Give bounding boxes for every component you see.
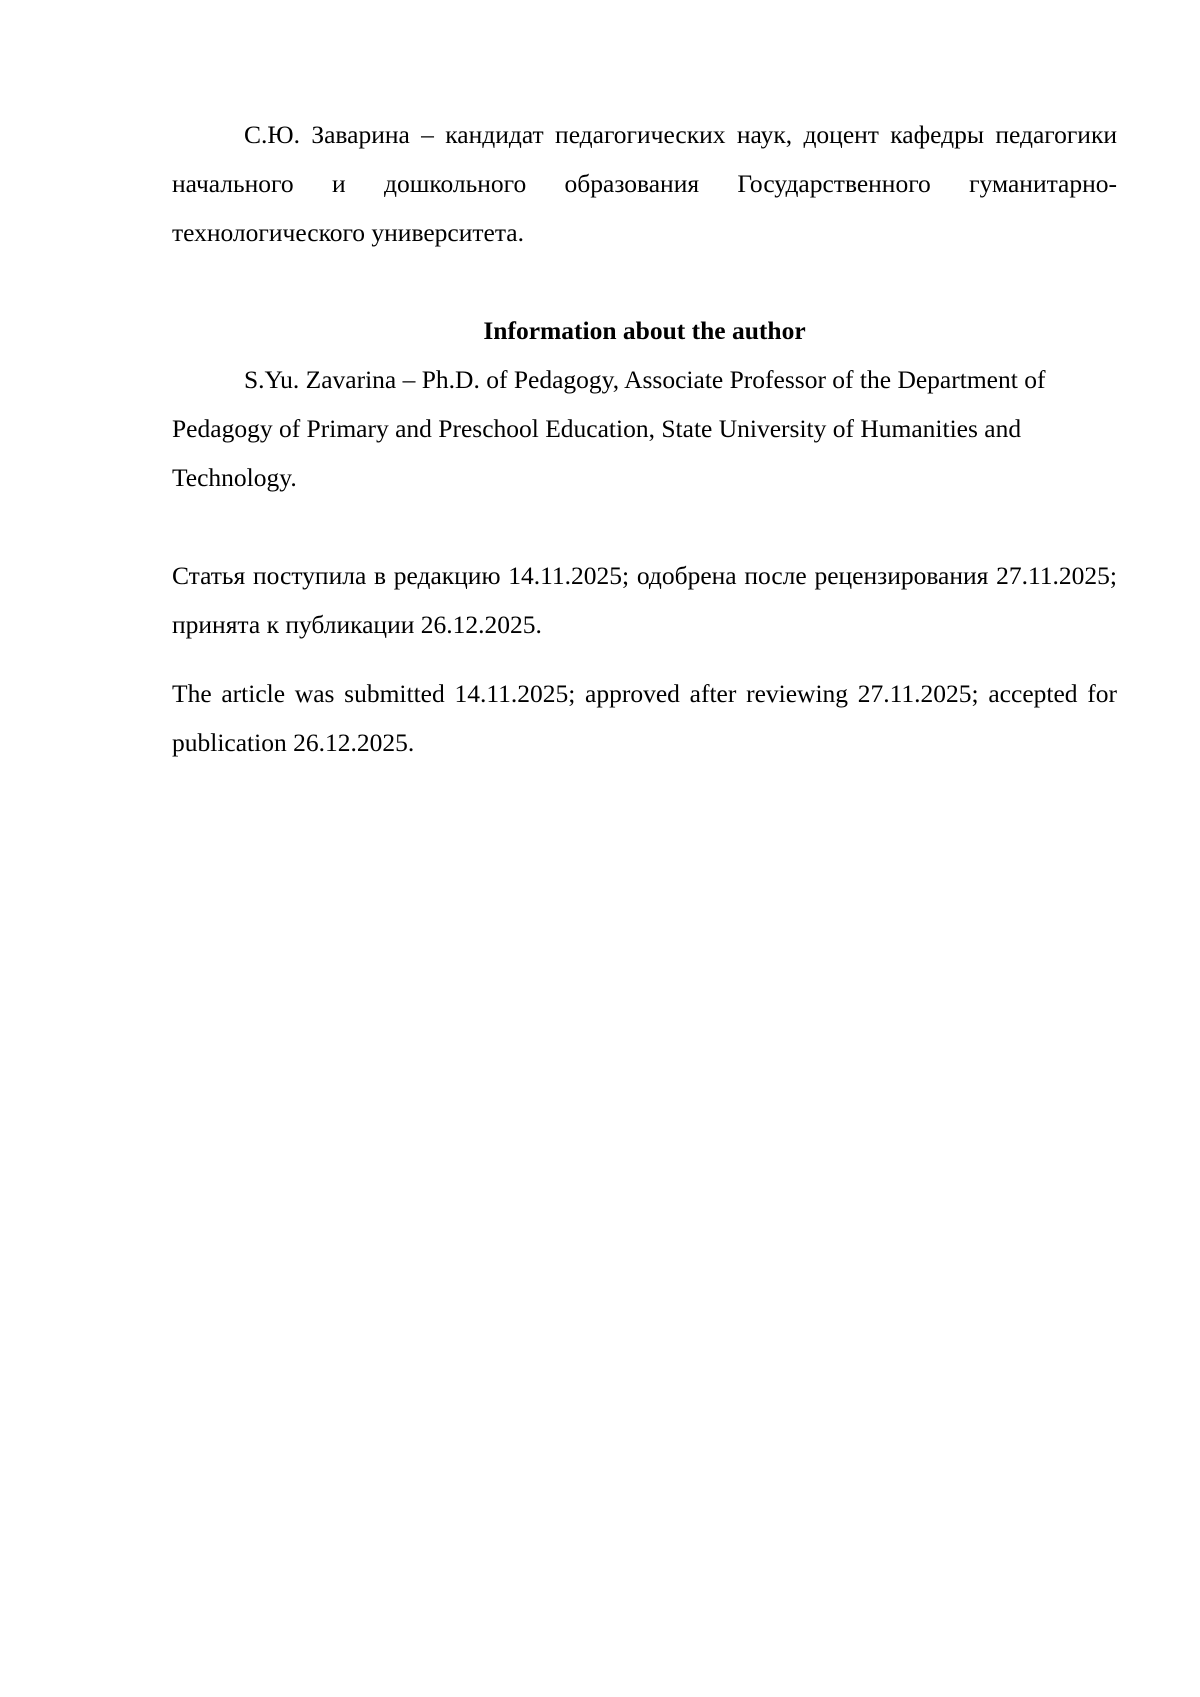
article-dates-ru: Статья поступила в редакцию 14.11.2025; одобрена после рецензирования 27.11.2025; принята к публикации 26.12.2025. <box>172 561 1117 639</box>
author-info-en: S.Yu. Zavarina – Ph.D. of Pedagogy, Associate Professor of the Department of Pedagogy of Primary and Preschool Education, State University of Humanities and Technology. <box>172 365 1046 492</box>
author-info-ru: С.Ю. Заварина – кандидат педагогических наук, доцент кафедры педагогики начального и дошкольного образования Государственного гуманитарно-технологического университета. <box>172 120 1117 247</box>
author-heading-en: Information about the author <box>483 316 806 345</box>
document-content <box>172 110 1117 767</box>
article-dates-en: The article was submitted 14.11.2025; approved after reviewing 27.11.2025; accepted for publication 26.12.2025. <box>172 679 1117 757</box>
